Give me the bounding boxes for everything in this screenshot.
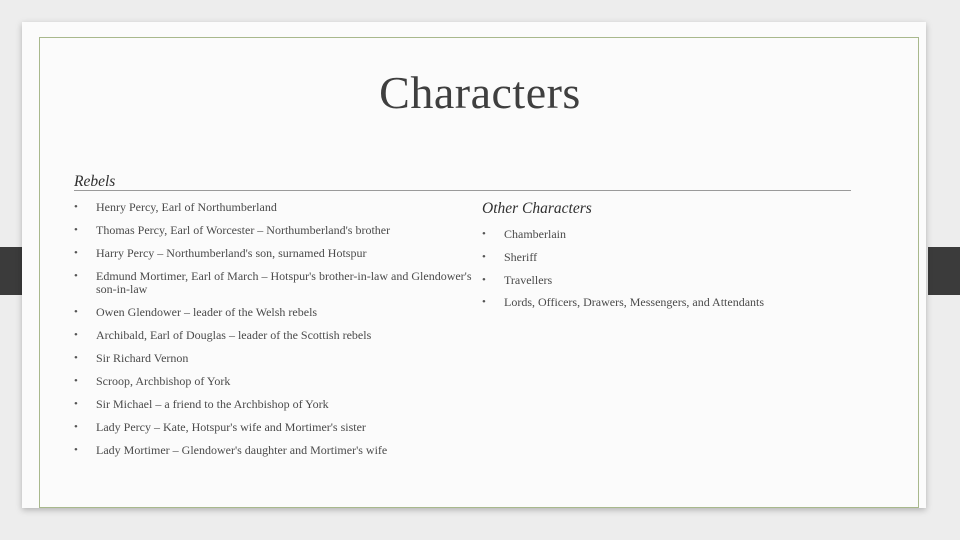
list-item: • Sir Michael – a friend to the Archbishop of York — [74, 397, 329, 411]
other-characters-heading: Other Characters — [482, 200, 592, 217]
bullet-icon: • — [74, 247, 78, 259]
bullet-icon: • — [482, 228, 486, 240]
list-item: • Travellers — [482, 273, 553, 287]
list-item: • Chamberlain — [482, 227, 566, 241]
list-item: • Harry Percy – Northumberland's son, surnamed Hotspur — [74, 246, 367, 260]
bullet-icon: • — [74, 444, 78, 456]
list-item: • Edmund Mortimer, Earl of March – Hotspur's brother-in-law and Glendower's son-in-law — [74, 269, 472, 296]
heading-divider — [74, 190, 851, 191]
list-item: • Sheriff — [482, 250, 538, 264]
list-item: • Archibald, Earl of Douglas – leader of the Scottish rebels — [74, 328, 372, 342]
bullet-icon: • — [74, 270, 78, 282]
list-item: • Lords, Officers, Drawers, Messengers, and Attendants — [482, 295, 765, 309]
list-item: • Scroop, Archbishop of York — [74, 374, 231, 388]
bullet-icon: • — [482, 296, 486, 308]
list-item: • Owen Glendower – leader of the Welsh rebels — [74, 305, 318, 319]
bullet-icon: • — [74, 421, 78, 433]
bullet-icon: • — [74, 352, 78, 364]
list-item: • Lady Percy – Kate, Hotspur's wife and Mortimer's sister — [74, 420, 366, 434]
right-edge-tab — [928, 247, 960, 295]
bullet-icon: • — [74, 224, 78, 236]
list-item: • Sir Richard Vernon — [74, 351, 189, 365]
bullet-icon: • — [74, 375, 78, 387]
list-item: • Henry Percy, Earl of Northumberland — [74, 200, 277, 214]
rebels-heading: Rebels — [74, 173, 116, 190]
list-item: • Lady Mortimer – Glendower's daughter and Mortimer's wife — [74, 443, 388, 457]
bullet-icon: • — [74, 306, 78, 318]
list-item: • Thomas Percy, Earl of Worcester – Northumberland's brother — [74, 223, 391, 237]
bullet-icon: • — [74, 329, 78, 341]
bullet-icon: • — [482, 251, 486, 263]
bullet-icon: • — [482, 274, 486, 286]
slide-title: Characters — [379, 67, 581, 118]
bullet-icon: • — [74, 201, 78, 213]
bullet-icon: • — [74, 398, 78, 410]
